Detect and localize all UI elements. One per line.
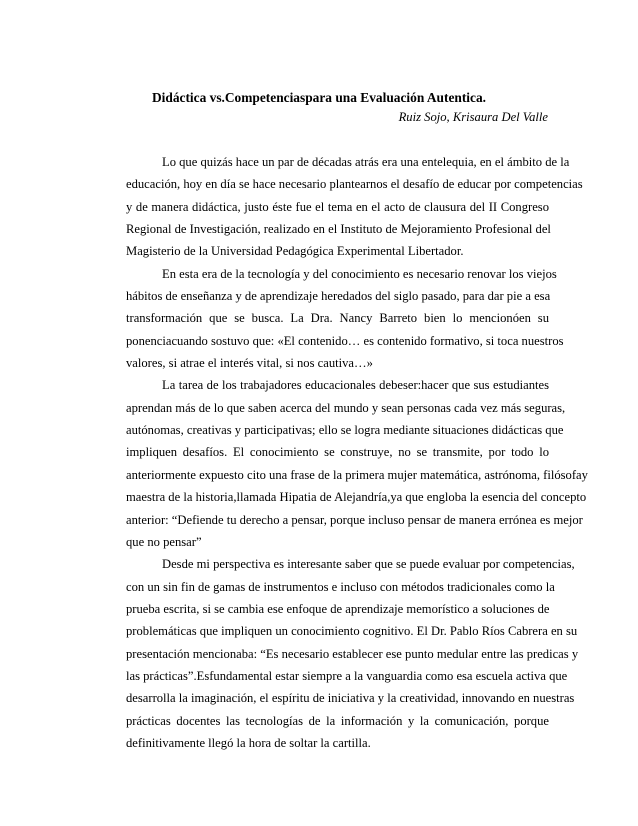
text-line: En esta era de la tecnología y del conocimiento es necesario renovar los viejos [162,266,557,281]
text-line: problemáticas que impliquen un conocimiento cognitivo. El Dr. Pablo Ríos Cabrera en su [126,624,578,639]
document-body [90,151,588,754]
document-author: Ruiz Sojo, Krisaura Del Valle [398,110,548,124]
text-line: transformación que se busca. La Dra. Nancy Barreto bien lo mencionóen su [126,311,549,326]
text-line: ponenciacuando sostuvo que: «El contenido… es contenido formativo, si toca nuestros [126,333,564,348]
text-line: Magisterio de la Universidad Pedagógica Experimental Libertador. [126,244,464,259]
paragraph-1 [90,151,583,263]
text-line: definitivamente llegó la hora de soltar la cartilla. [126,735,371,750]
text-line: aprendan más de lo que saben acerca del mundo y sean personas cada vez más seguras, [126,400,566,415]
text-line: prácticas docentes las tecnologías de la información y la comunicación, porque [126,713,549,728]
text-line: las prácticas”.Esfundamental estar siempre a la vanguardia como esa escuela activa que [126,668,568,683]
text-line: anterior: “Defiende tu derecho a pensar, porque incluso pensar de manera errónea es mejor [126,512,583,527]
paragraph-3 [90,374,588,553]
paragraph-2 [90,263,564,375]
text-line: autónomas, creativas y participativas; ello se logra mediante situaciones didácticas que [126,423,564,438]
text-line: educación, hoy en día se hace necesario plantearnos el desafío de educar por competencias [126,177,583,192]
text-line: Desde mi perspectiva es interesante saber que se puede evaluar por competencias, [162,557,575,572]
text-line: presentación mencionaba: “Es necesario establecer ese punto medular entre las predicas y [126,646,579,661]
text-line: que no pensar” [126,534,202,549]
text-line: Regional de Investigación, realizado en el Instituto de Mejoramiento Profesional del [126,222,551,237]
text-line: desarrolla la imaginación, el espíritu de iniciativa y la creatividad, innovando en nuestras [126,691,575,706]
text-line: La tarea de los trabajadores educacionales debeser:hacer que sus estudiantes [162,378,549,393]
text-line: anteriormente expuesto cito una frase de la primera mujer matemática, astrónoma, filósofay [126,467,588,482]
text-line: Lo que quizás hace un par de décadas atrás era una entelequia, en el ámbito de la [162,155,570,169]
text-line: y de manera didáctica, justo éste fue el tema en el acto de clausura del II Congreso [126,199,549,214]
paragraph-4 [90,553,579,754]
text-line: valores, si atrae el interés vital, si nos cautiva…» [126,356,373,371]
document-title: Didáctica vs.Competenciaspara una Evaluación Autentica. [151,90,487,105]
text-line: con un sin fin de gamas de instrumentos e incluso con métodos tradicionales como la [126,579,555,594]
text-line: prueba escrita, si se cambia ese enfoque de aprendizaje memorístico a soluciones de [126,601,550,616]
text-line: maestra de la historia,llamada Hipatia de Alejandría,ya que engloba la esencia del concepto [126,490,587,505]
text-line: hábitos de enseñanza y de aprendizaje heredados del siglo pasado, para dar pie a esa [126,289,551,304]
text-line: impliquen desafíos. El conocimiento se construye, no se transmite, por todo lo [126,445,549,460]
